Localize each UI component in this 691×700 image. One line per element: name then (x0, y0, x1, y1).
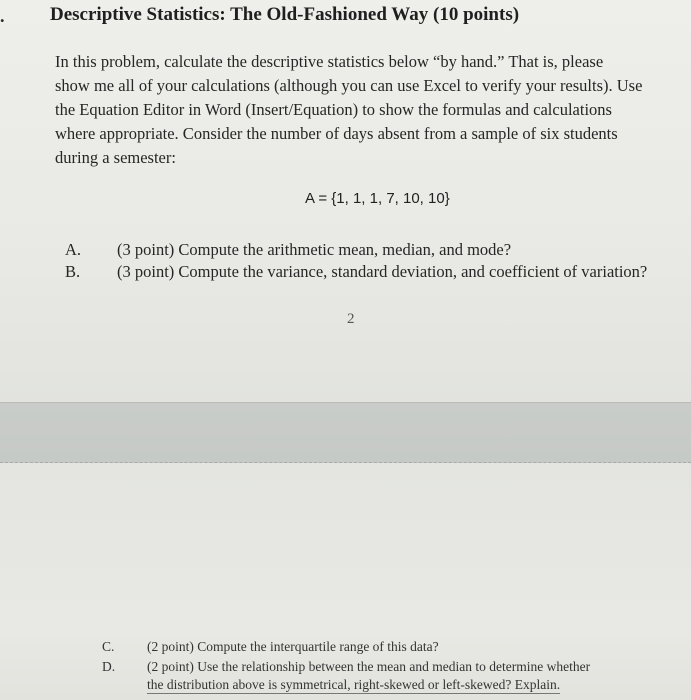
question-letter: B. (65, 262, 81, 281)
question-letter: D. (102, 659, 116, 674)
question-letter: C. (102, 639, 115, 654)
question-text: (2 point) Compute the interquartile range of this data? (147, 639, 439, 654)
instructions-line: In this problem, calculate the descriptive statistics below “by hand.” That is, please (55, 52, 604, 71)
problem-title: Descriptive Statistics: The Old-Fashioned Way (10 points) (50, 4, 520, 25)
data-set-equation: A = {1, 1, 1, 7, 10, 10} (305, 190, 450, 207)
instructions-line: the Equation Editor in Word (Insert/Equation) to show the formulas and calculations (55, 100, 612, 119)
question-letter: A. (65, 240, 82, 259)
instructions-line: where appropriate. Consider the number of days absent from a sample of six students (55, 124, 618, 143)
page-number: 2 (347, 311, 355, 327)
instructions-line: show me all of your calculations (although you can use Excel to verify your results). Use (55, 76, 643, 95)
page-gap (0, 402, 691, 463)
question-text: (2 point) Use the relationship between the mean and median to determine whether (147, 659, 591, 674)
document-page-2 (0, 463, 691, 700)
question-text: the distribution above is symmetrical, right-skewed or left-skewed? Explain. (147, 677, 561, 692)
question-text: (3 point) Compute the variance, standard deviation, and coefficient of variation? (117, 262, 648, 281)
question-number: . (0, 6, 5, 26)
question-text: (3 point) Compute the arithmetic mean, median, and mode? (117, 240, 512, 259)
instructions-paragraph (55, 50, 691, 170)
instructions-line: during a semester: (55, 148, 176, 167)
